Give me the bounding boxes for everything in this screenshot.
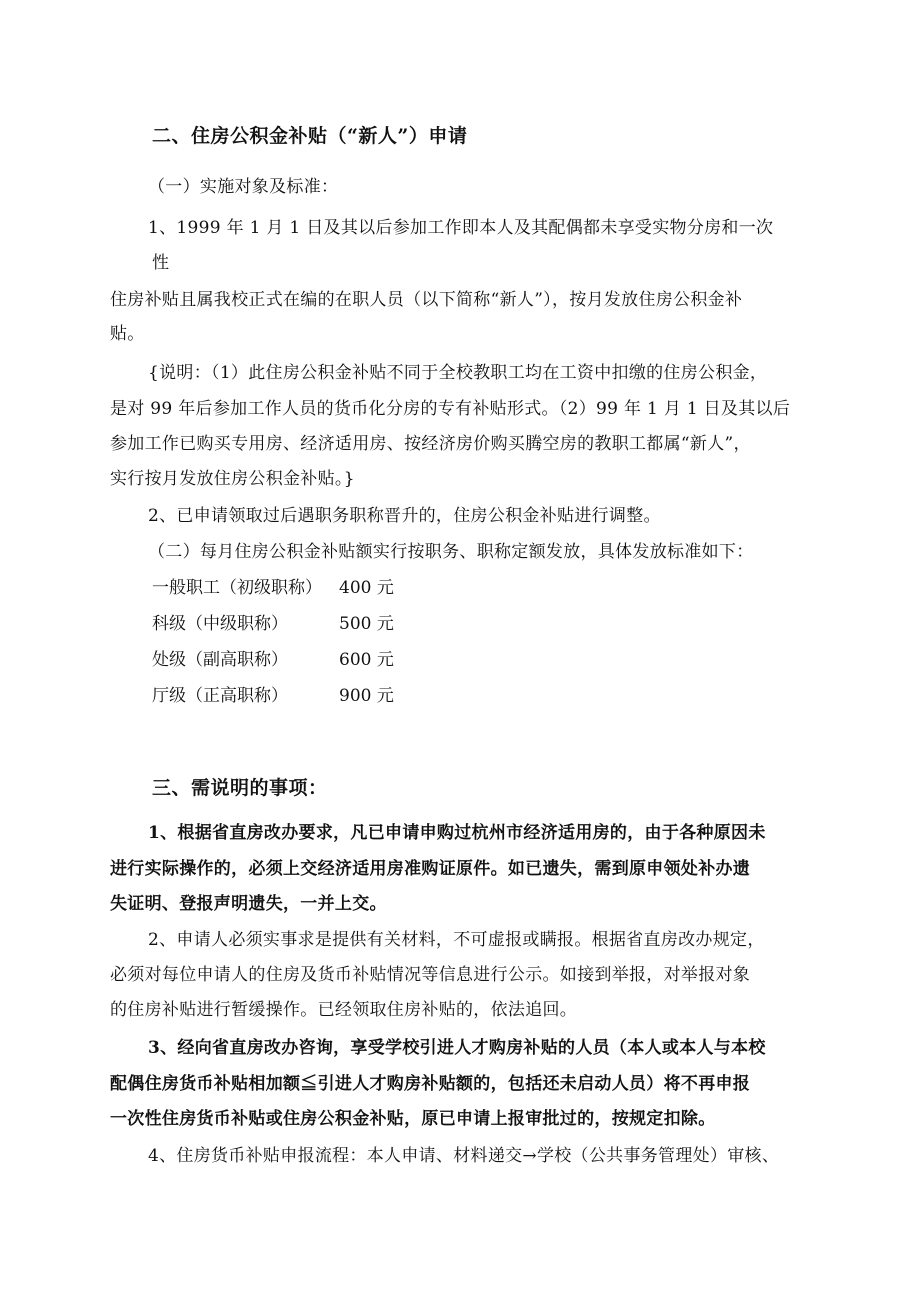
item-1-line-3: 住房补贴且属我校正式在编的在职人员（以下简称“新人”），按月发放住房公积金补: [110, 290, 743, 310]
note-2-line-2: 必须对每位申请人的住房及货币补贴情况等信息进行公示。如接到举报，对举报对象: [110, 965, 751, 985]
note-line-1: {说明：（1）此住房公积金补贴不同于全校教职工均在工资中扣缴的住房公积金，: [148, 363, 768, 383]
item-1-line-4: 贴。: [110, 324, 145, 344]
note-line-2: 是对 99 年后参加工作人员的货币化分房的专有补贴形式。（2）99 年 1 月 1 日及其以后: [110, 399, 791, 419]
note-3-line-2: 配偶住房货币补贴相加额≦引进人才购房补贴额的，包括还未启动人员）将不再申报: [110, 1074, 751, 1094]
note-3-line-1: 3、经向省直房改办咨询，享受学校引进人才购房补贴的人员（本人或本人与本校: [148, 1038, 766, 1058]
note-line-3: 参加工作已购买专用房、经济适用房、按经济房价购买腾空房的教职工都属“新人”，: [110, 434, 751, 454]
rank-title: 科级（中级职称）: [152, 614, 288, 634]
note-line-4: 实行按月发放住房公积金补贴。}: [110, 469, 355, 489]
note-4-line-1: 4、住房货币补贴申报流程：本人申请、材料递交→学校（公共事务管理处）审核、: [148, 1146, 780, 1166]
note-1-line-1: 1、根据省直房改办要求，凡已申请申购过杭州市经济适用房的，由于各种原因未: [148, 823, 766, 843]
rank-amount: 900 元: [339, 686, 394, 706]
rank-title: 一般职工（初级职称）: [152, 578, 322, 598]
note-2-line-3: 的住房补贴进行暂缓操作。已经领取住房补贴的，依法追回。: [110, 1000, 578, 1020]
note-1-line-3: 失证明、登报声明遗失，一并上交。: [110, 894, 387, 914]
rank-amount: 500 元: [339, 614, 394, 634]
rank-title: 处级（副高职称）: [152, 650, 288, 670]
item-1-line-1: 1、1999 年 1 月 1 日及其以后参加工作即本人及其配偶都未享受实物分房和一次: [148, 218, 774, 238]
section-2-heading: 二、住房公积金补贴（“新人”）申请: [152, 125, 468, 147]
note-3-line-3: 一次性住房货币补贴或住房公积金补贴，原已申请上报审批过的，按规定扣除。: [110, 1109, 716, 1129]
section-2-subheading-2: （二）每月住房公积金补贴额实行按职务、职称定额发放，具体发放标准如下：: [148, 542, 754, 562]
rank-amount: 400 元: [339, 578, 394, 598]
section-3-heading: 三、需说明的事项：: [152, 777, 328, 799]
rank-amount: 600 元: [339, 650, 394, 670]
note-1-line-2: 进行实际操作的，必须上交经济适用房准购证原件。如已遗失，需到原申领处补办遗: [110, 859, 751, 879]
item-2: 2、已申请领取过后遇职务职称晋升的，住房公积金补贴进行调整。: [148, 506, 661, 526]
note-2-line-1: 2、申请人必须实事求是提供有关材料，不可虚报或瞒报。根据省直房改办规定，: [148, 930, 765, 950]
section-2-subheading-1: （一）实施对象及标准：: [148, 177, 339, 197]
item-1-line-2: 性: [152, 253, 170, 273]
rank-title: 厅级（正高职称）: [152, 686, 288, 706]
